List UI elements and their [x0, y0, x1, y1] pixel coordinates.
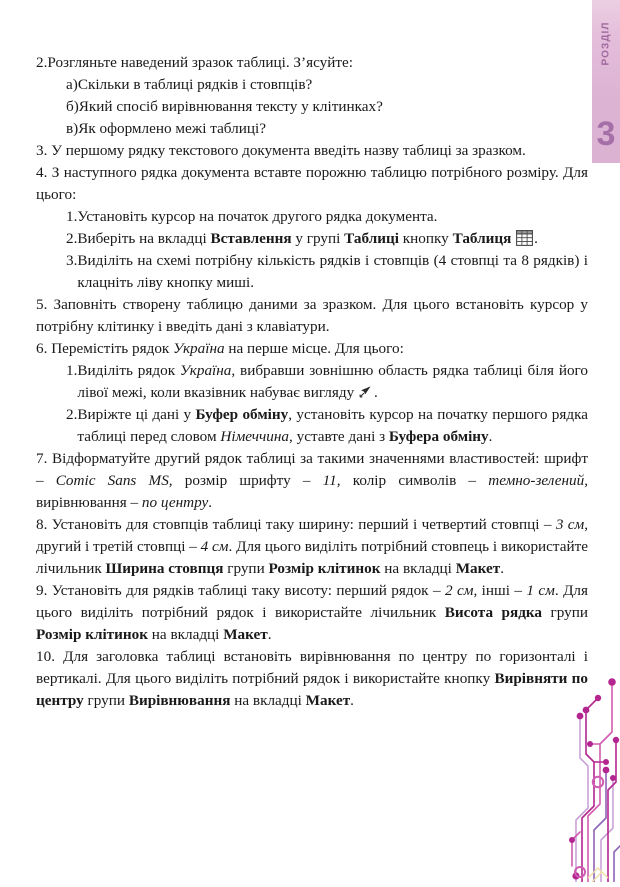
sub-item-marker: 2.: [66, 406, 78, 423]
text-run: на вкладці: [148, 626, 224, 643]
emphasis-italic: Україна: [179, 362, 232, 379]
list-item-number: 10.: [36, 648, 55, 665]
text-run: .: [488, 428, 493, 445]
sub-item-marker: 1.: [66, 362, 78, 379]
list-item-number: 6.: [36, 340, 48, 357]
emphasis-bold: Буфера обміну: [388, 428, 489, 445]
text-run: [511, 230, 515, 247]
list-item: [66, 404, 588, 448]
emphasis-italic: Україна: [173, 340, 225, 357]
sub-item-text: [77, 228, 588, 250]
text-run: Виріжте ці дані у: [77, 406, 196, 423]
list-item: [66, 96, 588, 118]
sub-item-marker: в): [66, 120, 79, 137]
text-run: Відформатуйте другий рядок таблиці за такими значеннями властивостей: шрифт –: [36, 450, 589, 489]
sub-item-marker: 2.: [66, 230, 78, 247]
text-run: . Для цього виділіть потрібний стовпець і використайте лічильник: [36, 538, 588, 577]
list-item-number: 3.: [36, 142, 48, 159]
sub-item-marker: 3.: [66, 252, 78, 269]
row-select-arrow-cursor-icon: [359, 384, 373, 398]
chapter-tab-number: 3: [596, 115, 616, 153]
emphasis-italic: по центру: [141, 494, 209, 511]
lesson-steps-list: [36, 52, 588, 712]
text-run: Установіть для рядків таблиці таку висоту: перший рядок –: [51, 582, 445, 599]
chapter-tab: [592, 0, 620, 163]
list-item-number: 7.: [36, 450, 48, 467]
emphasis-italic: 1 см: [526, 582, 555, 599]
text-run: Для заголовка таблиці встановіть вирівнювання по центру по горизонталі і вертикалі. Для цього виділіть потрібний рядок і використайте кнопку: [36, 648, 588, 687]
sub-item-text: Установіть курсор на початок другого рядка документа.: [77, 208, 438, 225]
list-item: [36, 52, 588, 74]
text-run: , вибравши зовнішню область рядка таблиці біля його лівої межі, коли вказівник набуває вигляду: [77, 362, 588, 401]
list-item-text: З наступного рядка документа вставте порожню таблицю потрібного розміру. Для цього:: [36, 164, 588, 203]
text-run: .: [534, 230, 538, 247]
list-item-number: 9.: [36, 582, 48, 599]
table-grid-icon: [516, 230, 533, 246]
sub-list: [36, 206, 588, 294]
sub-item-marker: б): [66, 98, 79, 115]
text-run: , другий і третій стовпці –: [36, 516, 588, 555]
emphasis-bold: Розмір клітинок: [268, 560, 381, 577]
text-run: Виберіть на вкладці: [77, 230, 211, 247]
emphasis-italic: 2 см: [445, 582, 474, 599]
text-run: .: [208, 494, 213, 511]
list-item: [66, 206, 588, 228]
list-item-number: 4.: [36, 164, 48, 181]
text-run: у групі: [291, 230, 345, 247]
text-run: , інші –: [473, 582, 527, 599]
text-run: , розмір шрифту –: [168, 472, 323, 489]
emphasis-bold: Вирівнювання: [128, 692, 231, 709]
list-item-text: [36, 516, 588, 577]
sub-item-text: [77, 360, 588, 404]
text-run: на перше місце. Для цього:: [224, 340, 404, 357]
text-run: на вкладці: [380, 560, 456, 577]
list-item-text: У першому рядку текстового документа введіть назву таблиці за зразком.: [51, 142, 526, 159]
list-item: [66, 118, 588, 140]
sub-item-marker: 1.: [66, 208, 78, 225]
emphasis-bold: Макет: [223, 626, 268, 643]
list-item: [36, 140, 588, 162]
list-item: [36, 162, 588, 206]
list-item-text: Розгляньте наведений зразок таблиці. З’ясуйте:: [47, 54, 353, 71]
list-item-number: 8.: [36, 516, 48, 533]
emphasis-italic: 11: [322, 472, 337, 489]
text-run: . Для цього виділіть потрібний рядок і використайте лічильник: [36, 582, 588, 621]
text-run: групи: [223, 560, 269, 577]
list-item-text: [51, 340, 404, 357]
emphasis-italic: 3 см: [555, 516, 585, 533]
sub-list: [36, 360, 588, 448]
text-run: Установіть для стовпців таблиці таку ширину: перший і четвертий стовпці –: [51, 516, 556, 533]
list-item: [66, 250, 588, 294]
text-run: , вирівнювання –: [36, 472, 588, 511]
text-run: , колір символів –: [336, 472, 489, 489]
sub-item-text: Скільки в таблиці рядків і стовпців?: [77, 76, 313, 93]
emphasis-bold: Ширина стовпця: [105, 560, 224, 577]
text-run: Виділіть рядок: [77, 362, 180, 379]
list-item: [36, 448, 588, 514]
list-item: [36, 646, 588, 712]
sub-item-text: [77, 404, 588, 448]
text-run: .: [267, 626, 272, 643]
sub-item-text: Виділіть на схемі потрібну кількість рядків і стовпців (4 стовпці та 8 рядків) і клацніть ліву кнопку миші.: [77, 252, 588, 291]
list-item-text: [36, 648, 588, 709]
emphasis-bold: Висота рядка: [444, 604, 543, 621]
list-item-text: [36, 582, 588, 643]
list-item-text: [36, 450, 588, 511]
text-run: Перемістіть рядок: [51, 340, 174, 357]
list-item-number: 5.: [36, 296, 48, 313]
text-run: .: [350, 692, 354, 709]
text-run: групи: [83, 692, 129, 709]
emphasis-bold: Буфер обміну: [195, 406, 289, 423]
emphasis-bold: Таблиця: [452, 230, 512, 247]
sub-item-text: Який спосіб вирівнювання тексту у клітинках?: [78, 98, 383, 115]
list-item: [66, 360, 588, 404]
text-run: групи: [542, 604, 588, 621]
list-item: [66, 228, 588, 250]
emphasis-italic: 4 см: [200, 538, 229, 555]
emphasis-bold: Таблиці: [344, 230, 399, 247]
emphasis-bold: Макет: [455, 560, 501, 577]
text-run: , уставте дані з: [289, 428, 389, 445]
text-run: .: [374, 384, 378, 401]
list-item: [36, 294, 588, 338]
text-run: кнопку: [398, 230, 453, 247]
text-run: .: [500, 560, 505, 577]
emphasis-bold: Вирівняти по центру: [36, 670, 588, 709]
sub-item-marker: а): [66, 76, 78, 93]
chapter-tab-label: РОЗДІЛ: [600, 21, 612, 66]
list-item-text: Заповніть створену таблицю даними за зразком. Для цього встановіть курсор у потрібну клітинку і введіть дані з клавіатури.: [36, 296, 588, 335]
list-item: [66, 74, 588, 96]
sub-list: [36, 74, 588, 140]
text-run: на вкладці: [230, 692, 306, 709]
emphasis-italic: Німеччина: [220, 428, 290, 445]
list-item: [36, 580, 588, 646]
emphasis-italic: темно-зелений: [488, 472, 585, 489]
emphasis-bold: Вставлення: [210, 230, 292, 247]
list-item-number: 2.: [36, 54, 48, 71]
list-item: [36, 514, 588, 580]
sub-item-text: Як оформлено межі таблиці?: [78, 120, 266, 137]
emphasis-bold: Розмір клітинок: [36, 626, 148, 643]
list-item: [36, 338, 588, 360]
text-run: , установіть курсор на початку першого рядка таблиці перед словом: [77, 406, 588, 445]
emphasis-bold: Макет: [305, 692, 351, 709]
emphasis-italic: Comic Sans MS: [55, 472, 169, 489]
